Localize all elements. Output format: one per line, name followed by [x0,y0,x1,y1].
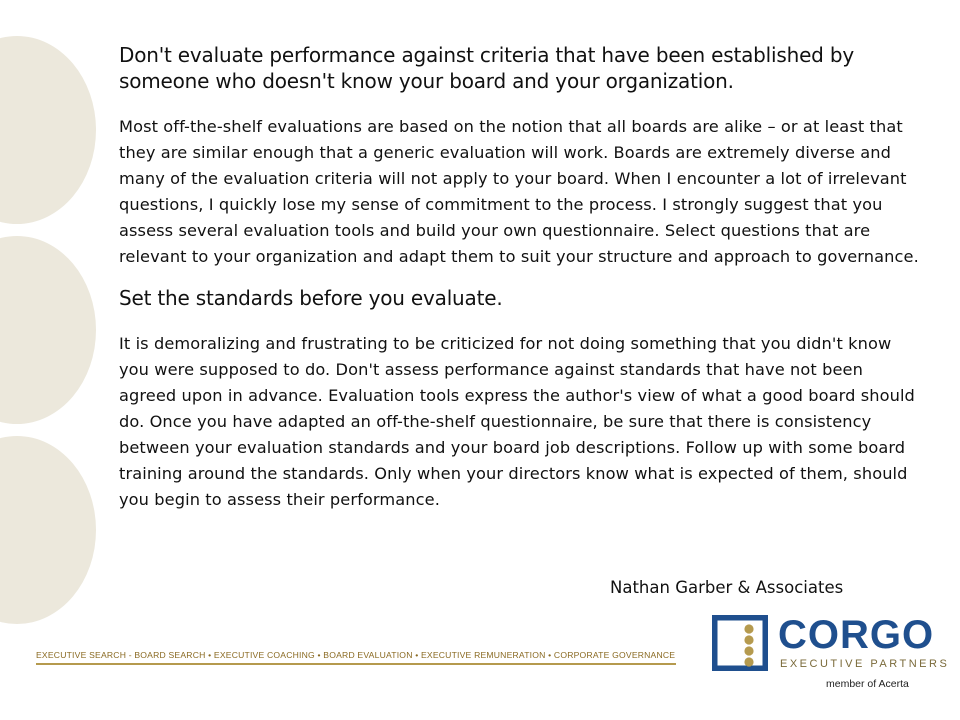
corgo-logo-icon [712,615,768,671]
section1-body: Most off-the-shelf evaluations are based on the notion that all boards are alike – or at least that they are similar enough that a generic evaluation will work. Boards are extremely diverse and many of the evaluation criteria will not apply to your board. When I encounter a lot of irrelevant questions, I quickly lose my sense of commitment to the process. I strongly suggest that you assess several evaluation tools and build your own questionnaire. Select questions that are relevant to your organization and adapt them to suit your structure and approach to governance. [119,117,919,266]
decorative-circle-top [0,36,96,224]
decorative-circle-middle [0,236,96,424]
logo-subtitle: EXECUTIVE PARTNERS [780,658,950,670]
section2-body: It is demoralizing and frustrating to be criticized for not doing something that you didn't know you were supposed to do. Don't assess performance against standards that have not been agreed upon in advance. Evaluation tools express the author's view of what a good board should do. Once you have adapted an off-the-shelf questionnaire, be sure that there is consistency between your evaluation standards and your board job descriptions. Follow up with some board training around the standards. Only when your directors know what is expected of them, should you begin to assess their performance. [119,334,915,509]
member-note: member of Acerta [826,678,909,690]
signature: Nathan Garber & Associates [610,578,844,597]
services-divider [36,663,676,665]
section2-heading: Set the standards before you evaluate. [119,286,503,310]
section1-heading: Don't evaluate performance against criteria that have been established by someone who doesn't know your board and your organization. [119,43,854,93]
logo-name: CORGO [778,613,935,657]
slide-content [119,42,919,513]
services-tagline: EXECUTIVE SEARCH - BOARD SEARCH • EXECUTIVE COACHING • BOARD EVALUATION • EXECUTIVE REMUNERATION • CORPORATE GOVERNANCE [36,650,676,660]
decorative-circle-bottom [0,436,96,624]
